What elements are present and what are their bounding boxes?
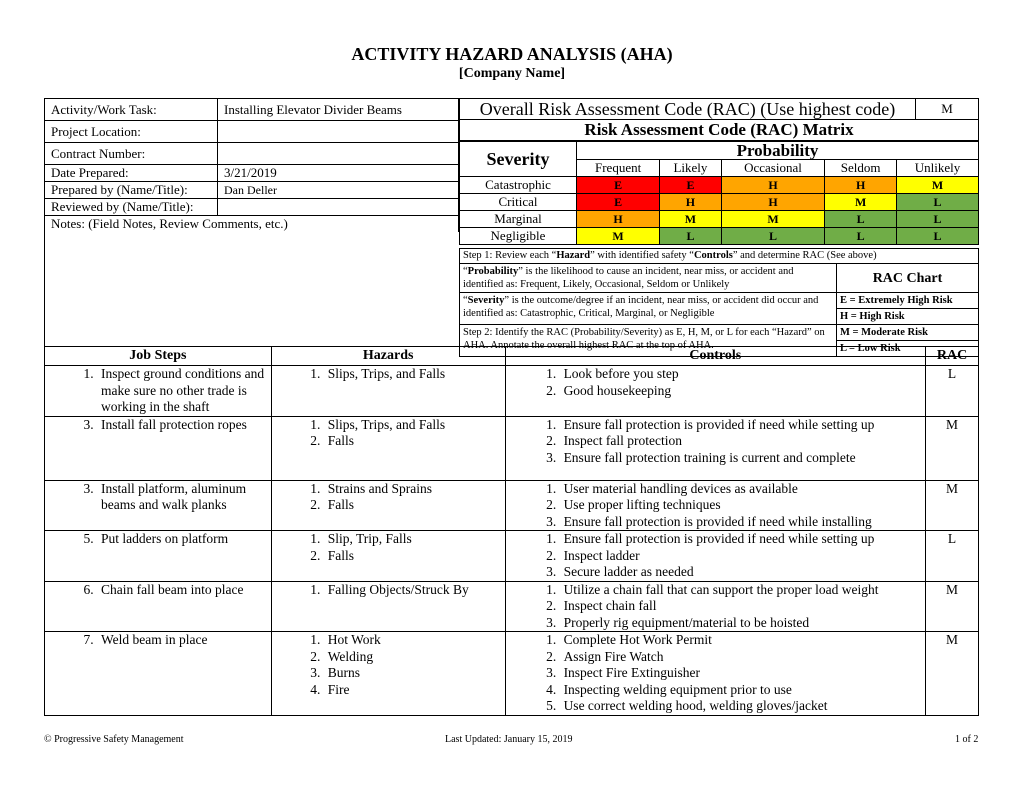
hazard-item: 2. Falls [324,497,505,514]
table-row [45,480,979,531]
job-step-cell[interactable] [45,416,272,480]
hazards-cell[interactable] [271,531,505,582]
col-rac: RAC [926,347,979,366]
rac-cell: M [825,194,897,211]
job-step: 1. Inspect ground conditions and make sure no other trade is working in the shaft [97,366,271,416]
probability-unlikely: Unlikely [897,160,979,177]
control-item: 3. Ensure fall protection is provided if need while installing [560,514,925,531]
control-item: 2. Inspect ladder [560,548,925,565]
rac-cell: E [577,177,660,194]
rac-value[interactable]: L [926,531,979,582]
project-info-table [44,98,459,232]
control-item: 1. Ensure fall protection is provided if need while setting up [560,417,925,434]
overall-rac-value[interactable]: M [916,99,979,120]
prepared-value[interactable]: Dan Deller [218,182,459,199]
key-high: H = High Risk [837,309,979,325]
probability-likely: Likely [660,160,722,177]
probability-frequent: Frequent [577,160,660,177]
rac-cell: L [660,228,722,245]
hazards-cell[interactable] [271,632,505,716]
hazards-cell[interactable] [271,366,505,417]
control-item: 2. Use proper lifting techniques [560,497,925,514]
rac-cell: L [897,194,979,211]
rac-value[interactable]: M [926,416,979,480]
job-step-cell[interactable] [45,531,272,582]
rac-instructions [459,248,979,357]
rac-cell: L [721,228,825,245]
probability-definition: “Probability” is the likelihood to cause an incident, near miss, or accident and identified as: Frequent, Likely, Occasional, Seldom or Unlikely [460,264,837,293]
controls-cell[interactable] [505,416,925,480]
severity-definition: “Severity” is the outcome/degree if an incident, near miss, or accident did occur and identified as: Catastrophic, Critical, Marginal, or Negligible [460,293,837,325]
rac-cell: L [897,228,979,245]
rac-cell: M [721,211,825,228]
date-value[interactable]: 3/21/2019 [218,165,459,182]
hazard-item: 3. Burns [324,665,505,682]
rac-cell: M [577,228,660,245]
control-item: 2. Inspect fall protection [560,433,925,450]
job-step-cell[interactable] [45,480,272,531]
control-item: 1. Utilize a chain fall that can support the proper load weight [560,582,925,599]
job-step: 3. Install fall protection ropes [97,417,271,434]
rac-cell: L [825,211,897,228]
rac-chart-title: RAC Chart [837,264,979,293]
controls-cell[interactable] [505,632,925,716]
rac-value[interactable]: M [926,480,979,531]
rac-value[interactable]: L [926,366,979,417]
hazards-cell[interactable] [271,480,505,531]
severity-critical: Critical [460,194,577,211]
control-item: 2. Good housekeeping [560,383,925,400]
controls-cell[interactable] [505,480,925,531]
rac-cell: H [577,211,660,228]
job-step-cell[interactable] [45,581,272,632]
location-label: Project Location: [45,121,218,143]
control-item: 3. Secure ladder as needed [560,564,925,581]
key-low: L = Low Risk [837,341,979,357]
probability-seldom: Seldom [825,160,897,177]
rac-cell: M [897,177,979,194]
job-step: 7. Weld beam in place [97,632,271,649]
severity-marginal: Marginal [460,211,577,228]
control-item: 1. Complete Hot Work Permit [560,632,925,649]
rac-cell: L [825,228,897,245]
rac-value[interactable]: M [926,581,979,632]
date-label: Date Prepared: [45,165,218,182]
table-row [45,531,979,582]
rac-matrix [459,141,979,245]
hazard-item: 2. Falls [324,433,505,450]
rac-header [459,98,979,141]
controls-cell[interactable] [505,581,925,632]
hazard-item: 2. Welding [324,649,505,666]
col-job-steps: Job Steps [45,347,272,366]
col-controls: Controls [505,347,925,366]
contract-label: Contract Number: [45,143,218,165]
col-hazards: Hazards [271,347,505,366]
rac-cell: L [897,211,979,228]
job-step: 5. Put ladders on platform [97,531,271,548]
rac-cell: E [577,194,660,211]
table-row [45,366,979,417]
probability-occasional: Occasional [721,160,825,177]
footer-updated: Last Updated: January 15, 2019 [445,734,573,745]
activity-label: Activity/Work Task: [45,99,218,121]
contract-value[interactable] [218,143,459,165]
controls-cell[interactable] [505,366,925,417]
overall-rac-label: Overall Risk Assessment Code (RAC) (Use highest code) [460,99,916,120]
control-item: 3. Properly rig equipment/material to be hoisted [560,615,925,632]
control-item: 4. Inspecting welding equipment prior to use [560,682,925,699]
hazard-item: 4. Fire [324,682,505,699]
control-item: 2. Assign Fire Watch [560,649,925,666]
control-item: 1. Ensure fall protection is provided if need while setting up [560,531,925,548]
notes-field[interactable] [44,230,459,347]
table-row [45,581,979,632]
location-value[interactable] [218,121,459,143]
control-item: 1. User material handling devices as available [560,481,925,498]
footer-copyright: © Progressive Safety Management [44,734,184,745]
job-step: 3. Install platform, aluminum beams and walk planks [97,481,271,514]
rac-cell: H [721,194,825,211]
hazard-item: 1. Slips, Trips, and Falls [324,417,505,434]
severity-header: Severity [460,142,577,177]
control-item: 3. Ensure fall protection training is current and complete [560,450,925,467]
reviewed-label: Reviewed by (Name/Title): [45,199,218,216]
step1-text: Step 1: Review each “Hazard” with identified safety “Controls” and determine RAC (See above) [460,249,979,264]
hazard-item: 1. Falling Objects/Struck By [324,582,505,599]
job-step: 6. Chain fall beam into place [97,582,271,599]
control-item: 5. Use correct welding hood, welding gloves/jacket [560,698,925,715]
severity-catastrophic: Catastrophic [460,177,577,194]
rac-cell: H [825,177,897,194]
control-item: 2. Inspect chain fall [560,598,925,615]
reviewed-value[interactable] [218,199,459,216]
control-item: 3. Inspect Fire Extinguisher [560,665,925,682]
rac-value[interactable]: M [926,632,979,716]
table-row [45,632,979,716]
hazard-item: 1. Hot Work [324,632,505,649]
control-item: 1. Look before you step [560,366,925,383]
rac-cell: H [721,177,825,194]
prepared-label: Prepared by (Name/Title): [45,182,218,199]
severity-negligible: Negligible [460,228,577,245]
rac-cell: M [660,211,722,228]
activity-value[interactable]: Installing Elevator Divider Beams [218,99,459,121]
key-moderate: M = Moderate Risk [837,325,979,341]
notes-label: Notes: (Field Notes, Review Comments, etc.) [45,216,459,233]
job-step-cell[interactable] [45,366,272,417]
hazards-cell[interactable] [271,581,505,632]
rac-cell: H [660,194,722,211]
hazard-table [44,346,979,716]
hazard-item: 2. Falls [324,548,505,565]
probability-header: Probability [577,142,979,160]
hazard-item: 1. Strains and Sprains [324,481,505,498]
rac-cell: E [660,177,722,194]
rac-matrix-title: Risk Assessment Code (RAC) Matrix [460,120,979,141]
controls-cell[interactable] [505,531,925,582]
footer-page: 1 of 2 [955,734,979,745]
hazard-item: 1. Slip, Trip, Falls [324,531,505,548]
job-step-cell[interactable] [45,632,272,716]
key-extreme: E = Extremely High Risk [837,293,979,309]
step2-text: Step 2: Identify the RAC (Probability/Severity) as E, H, M, or L for each “Hazard” on AHA. Annotate the overall highest RAC at the top of AHA. [460,325,837,357]
table-row [45,416,979,480]
hazard-item: 1. Slips, Trips, and Falls [324,366,505,383]
document-title: ACTIVITY HAZARD ANALYSIS (AHA) [351,44,673,64]
company-name: [Company Name] [458,66,566,81]
hazards-cell[interactable] [271,416,505,480]
